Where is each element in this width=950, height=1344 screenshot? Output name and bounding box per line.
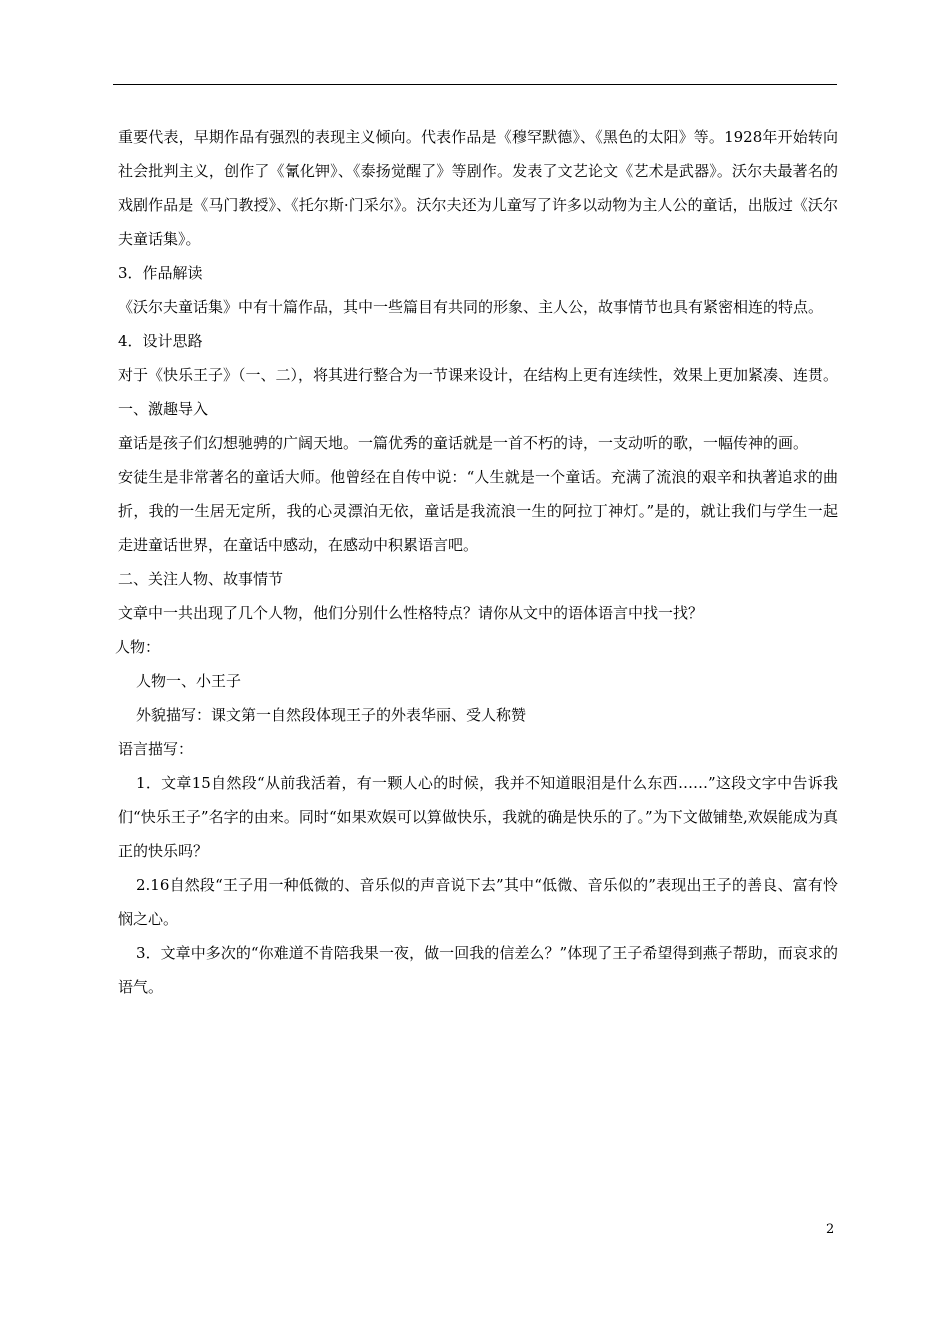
heading-intro: 一、激趣导入 [118, 400, 209, 418]
heading-design-idea: 4．设计思路 [118, 332, 203, 350]
paragraph-author-intro: 重要代表，早期作品有强烈的表现主义倾向。代表作品是《穆罕默德》、《黑色的太阳》等。1928年开始转向社会批判主义，创作了《氰化钾》、《泰扬觉醒了》等剧作。发表了文艺论文《艺术是武器》。沃尔夫最著名的戏剧作品是《马门教授》、《托尔斯·门采尔》。沃尔夫还为儿童写了许多以动物为主人公的童话，出版过《沃尔夫童话集》。 [118, 128, 838, 248]
document-body [115, 120, 839, 1004]
page-number: 2 [826, 1222, 835, 1237]
list-item-3: 3．文章中多次的“你难道不肯陪我果一夜，做一回我的信差么？”体现了王子希望得到燕子帮助，而哀求的语气。 [118, 944, 838, 996]
heading-work-interpretation: 3．作品解读 [118, 264, 203, 282]
label-characters: 人物： [115, 638, 161, 656]
list-item-1: 1．文章15自然段“从前我活着，有一颗人心的时候，我并不知道眼泪是什么东西……”这段文字中告诉我们“快乐王子”名字的由来。同时“如果欢娱可以算做快乐，我就的确是快乐的了。”为下文做铺垫,欢娱能成为真正的快乐吗？ [118, 774, 838, 860]
header-rule [113, 84, 837, 85]
list-item-2: 2.16自然段“王子用一种低微的、音乐似的声音说下去”其中“低微、音乐似的”表现出王子的善良、富有怜悯之心。 [118, 876, 838, 928]
paragraph-andersen: 安徒生是非常著名的童话大师。他曾经在自传中说：“人生就是一个童话。充满了流浪的艰辛和执著追求的曲折，我的一生居无定所，我的心灵漂泊无依，童话是我流浪一生的阿拉丁神灯。”是的，就让我们与学生一起走进童话世界，在童话中感动，在感动中积累语言吧。 [118, 468, 838, 554]
paragraph-fairytale-world: 童话是孩子们幻想驰骋的广阔天地。一篇优秀的童话就是一首不朽的诗，一支动听的歌，一幅传神的画。 [118, 434, 809, 452]
heading-characters-plot: 二、关注人物、故事情节 [118, 570, 284, 588]
paragraph-design-idea: 对于《快乐王子》（一、二），将其进行整合为一节课来设计，在结构上更有连续性，效果上更加紧凑、连贯。 [118, 366, 839, 384]
heading-character-one: 人物一、小王子 [136, 672, 242, 690]
label-language: 语言描写： [118, 740, 194, 758]
paragraph-question: 文章中一共出现了几个人物，他们分别什么性格特点？请你从文中的语体语言中找一找？ [118, 604, 704, 622]
paragraph-work-interpretation: 《沃尔夫童话集》中有十篇作品，其中一些篇目有共同的形象、主人公，故事情节也具有紧密相连的特点。 [118, 298, 824, 316]
paragraph-appearance: 外貌描写：课文第一自然段体现王子的外表华丽、受人称赞 [136, 706, 527, 724]
